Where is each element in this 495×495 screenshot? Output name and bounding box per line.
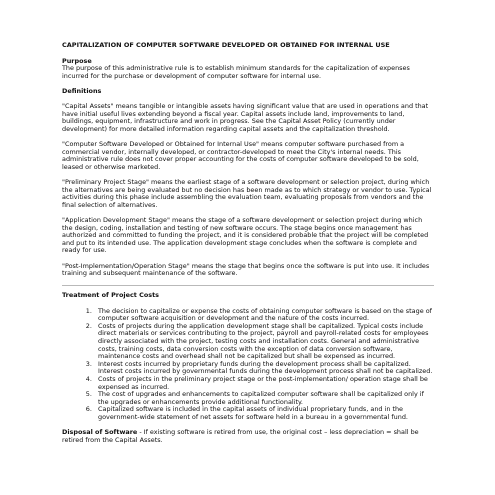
treatment-item: 4. Costs of projects in the preliminary project stage or the post-implementation/ operation stage shall be expensed as incurred. [94, 376, 434, 391]
treatment-item: 3. Interest costs incurred by proprietary funds during the development process shall be capitalized. Interest costs incurred by governmental funds during the development process shall not be capitalized. [94, 361, 434, 376]
treatment-item: 5. The cost of upgrades and enhancements to capitalized computer software shall be capitalized only if the upgrades or enhancements provide additional functionality. [94, 391, 434, 406]
treatment-item: 2. Costs of projects during the application development stage shall be capitalized. Typical costs include direct materials or services contributing to the project, payroll and payroll-related costs for employees directly associated with the project, testing costs and installation costs. General and administrative costs, training costs, data conversion costs with the exception of data conversion software, maintenance costs and overhead shall not be capitalized but shall be expensed as incurred. [94, 323, 434, 361]
definition-internal-use-software: "Computer Software Developed or Obtained for Internal Use" means computer software purchased from a commercial vendor, internally developed, or contractor-developed to meet the City's internal needs. This administrative rule does not cover proper accounting for the costs of computer software developed to be sold, leased or otherwise marketed. [62, 140, 419, 171]
treatment-list [62, 308, 434, 422]
disposal-heading: Disposal of Software [62, 428, 138, 437]
definition-post-implementation-stage: "Post-Implementation/Operation Stage" means the stage that begins once the software is put into use. It includes training and subsequent maintenance of the software. [62, 261, 430, 278]
disposal-paragraph [62, 429, 434, 444]
treatment-item: 6. Capitalized software is included in the capital assets of individual proprietary funds, and in the government-wide statement of net assets for software held in a bureau in a governmental fund. [94, 406, 434, 421]
section-divider [62, 285, 434, 286]
document-title: CAPITALIZATION OF COMPUTER SOFTWARE DEVELOPED OR OBTAINED FOR INTERNAL USE [62, 41, 390, 49]
purpose-text: The purpose of this administrative rule is to establish minimum standards for the capitalization of expenses incurred for the purchase or development of computer software for internal use. [62, 64, 410, 80]
definitions-heading: Definitions [62, 86, 102, 95]
document-page [62, 42, 434, 452]
definition-capital-assets: "Capital Assets" means tangible or intangible assets having significant value that are used in operations and that have initial useful lives extending beyond a fiscal year. Capital assets include land, improvements to land, buildings, equipment, infrastructure and work in progress. See the Capital Asset Policy (currently under development) for more detailed information regarding capital assets and the capitalization threshold. [62, 102, 429, 133]
definition-preliminary-stage: "Preliminary Project Stage" means the earliest stage of a software development or selection project, during which the alternatives are being evaluated but no decision has been made as to which strategy or vendor to use. Typical activities during this phase include assembling the evaluation team, evaluating proposals from vendors and the final selection of alternatives. [62, 178, 432, 209]
definition-application-stage: "Application Development Stage" means the stage of a software development or selection project during which the design, coding, installation and testing of new software occurs. The stage begins once management has authorized and committed to funding the project, and it is considered probable that the project will be completed and put to its intended use. The application development stage concludes when the software is complete and ready for use. [62, 216, 429, 255]
purpose-heading: Purpose [62, 56, 92, 65]
treatment-heading: Treatment of Project Costs [62, 291, 159, 300]
treatment-item: 1. The decision to capitalize or expense the costs of obtaining computer software is based on the stage of computer software acquisition or development and the nature of the costs incurred. [94, 308, 434, 323]
disposal-text: - If existing software is retired from use, the original cost – less depreciation = shall be retired from the Capital Assets. [62, 428, 419, 444]
